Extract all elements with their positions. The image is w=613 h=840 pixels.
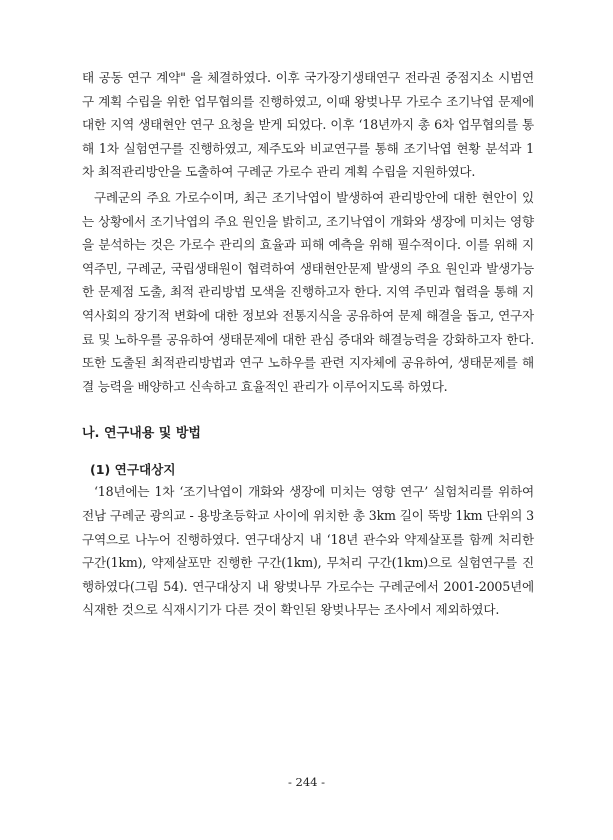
body-text: [82, 66, 534, 622]
paragraph-purpose: 구례군의 주요 가로수이며, 최근 조기낙엽이 발생하여 관리방안에 대한 현안이 있는 상황에서 조기낙엽의 주요 원인을 밝히고, 조기낙엽이 개화와 생장에 미치는 영향을 분석하는 것은 가로수 관리의 효율과 피해 예측을 위해 필수적이다. 이를 위해 지역주민, 구례군, 국립생태원이 협력하여 생태현안문제 발생의 주요 원인과 발생가능한 문제점 도출, 최적 관리방법 모색을 진행하고자 한다. 지역 주민과 협력을 통해 지역사회의 장기적 변화에 대한 정보와 전통지식을 공유하여 문제 해결을 돕고, 연구자료 및 노하우를 공유하여 생태문제에 대한 관심 증대와 해결능력을 강화하고자 한다. 또한 도출된 최적관리방법과 연구 노하우를 관련 지자체에 공유하여, 생태문제를 해결 능력을 배양하고 신속하고 효율적인 관리가 이루어지도록 하였다.: [82, 189, 534, 394]
section-heading: 나. 연구내용 및 방법: [82, 426, 201, 442]
subsection-heading: (1) 연구대상지: [90, 462, 176, 478]
paragraph-study-site: ‘18년에는 1차 ‘조기낙엽이 개화와 생장에 미치는 영향 연구’ 실험처리를 위하여 전남 구례군 광의교 - 용방초등학교 사이에 위치한 총 3km 길이 뚝방 1km 단위의 3구역으로 나누어 진행하였다. 연구대상지 내 ‘18년 관수와 약제살포를 함께 처리한 구간(1km), 약제살포만 진행한 구간(1km), 무처리 구간(1km)으로 실험연구를 진행하였다(그림 54). 연구대상지 내 왕벚나무 가로수는 구례군에서 2001-2005년에 식재한 것으로 식재시기가 다른 것이 확인된 왕벚나무는 조사에서 제외하였다.: [82, 484, 534, 618]
page-number: - 244 -: [287, 775, 326, 789]
paragraph-intro: 태 공동 연구 계약" 을 체결하였다. 이후 국가장기생태연구 전라권 중점지소 시범연구 계획 수립을 위한 업무협의를 진행하였고, 이때 왕벚나무 가로수 조기낙엽 문제에 대한 지역 생태현안 연구 요청을 받게 되었다. 이후 ‘18년까지 총 6차 업무협의를 통해 1차 실험연구를 진행하였고, 제주도와 비교연구를 통해 조기낙엽 현황 분석과 1차 최적관리방안을 도출하여 구례군 가로수 관리 계획 수립을 지원하였다.: [82, 70, 534, 180]
